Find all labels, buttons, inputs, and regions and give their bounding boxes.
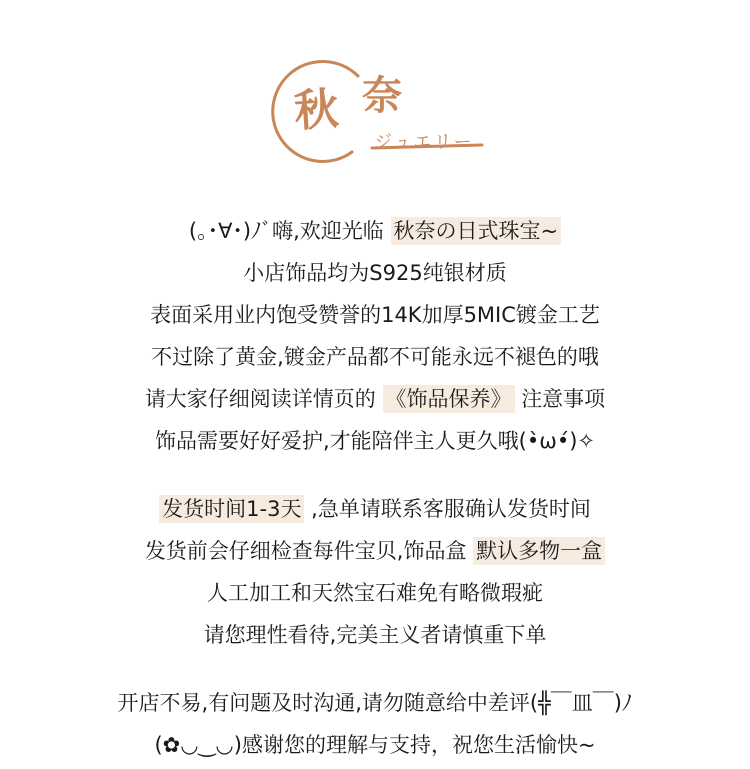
care-notice-line bbox=[0, 378, 750, 420]
material-line: 小店饰品均为S925纯银材质 bbox=[243, 261, 507, 285]
logo-char-nai: 奈 bbox=[362, 72, 402, 119]
plating-line: 表面采用业内饱受赞誉的14K加厚5MIC镀金工艺 bbox=[150, 303, 600, 327]
welcome-line bbox=[0, 210, 750, 252]
logo-char-qiu: 秋 bbox=[292, 83, 341, 138]
care-guide-highlight: 《饰品保养》 bbox=[383, 385, 515, 413]
logo-subtitle: ジュエリー bbox=[374, 132, 474, 153]
brand-logo bbox=[266, 48, 496, 178]
inspection-text: 发货前会仔细检查每件宝贝,饰品盒 bbox=[144, 539, 467, 563]
review-line: 开店不易,有问题及时沟通,请勿随意给中差评(╬￣皿￣)ﾉ bbox=[117, 691, 633, 715]
shipping-time-text: ,急单请联系客服确认发货时间 bbox=[311, 497, 591, 521]
shipping-time-line bbox=[0, 488, 750, 530]
cherish-line: 饰品需要好好爱护,才能陪伴主人更久哦(•̀ω•́)✧ bbox=[154, 429, 595, 453]
inspection-line bbox=[0, 530, 750, 572]
fading-line: 不过除了黄金,镀金产品都不可能永远不褪色的哦 bbox=[151, 345, 599, 369]
flaw-line: 人工加工和天然宝石难免有略微瑕疵 bbox=[207, 581, 543, 605]
welcome-text: (｡･∀･)ﾉﾞ嗨,欢迎光临 bbox=[188, 219, 384, 243]
shop-name-highlight: 秋奈の日式珠宝~ bbox=[391, 217, 562, 245]
care-notice-suffix: 注意事项 bbox=[521, 387, 606, 411]
care-notice-text: 请大家仔细阅读详情页的 bbox=[144, 387, 376, 411]
perfectionist-line: 请您理性看待,完美主义者请慎重下单 bbox=[203, 623, 547, 647]
shipping-time-highlight: 发货时间1-3天 bbox=[159, 495, 304, 523]
intro-text-block bbox=[0, 210, 750, 766]
box-policy-highlight: 默认多物一盒 bbox=[473, 537, 605, 565]
thanks-line: (✿◡‿◡)感谢您的理解与支持，祝您生活愉快~ bbox=[154, 733, 596, 757]
